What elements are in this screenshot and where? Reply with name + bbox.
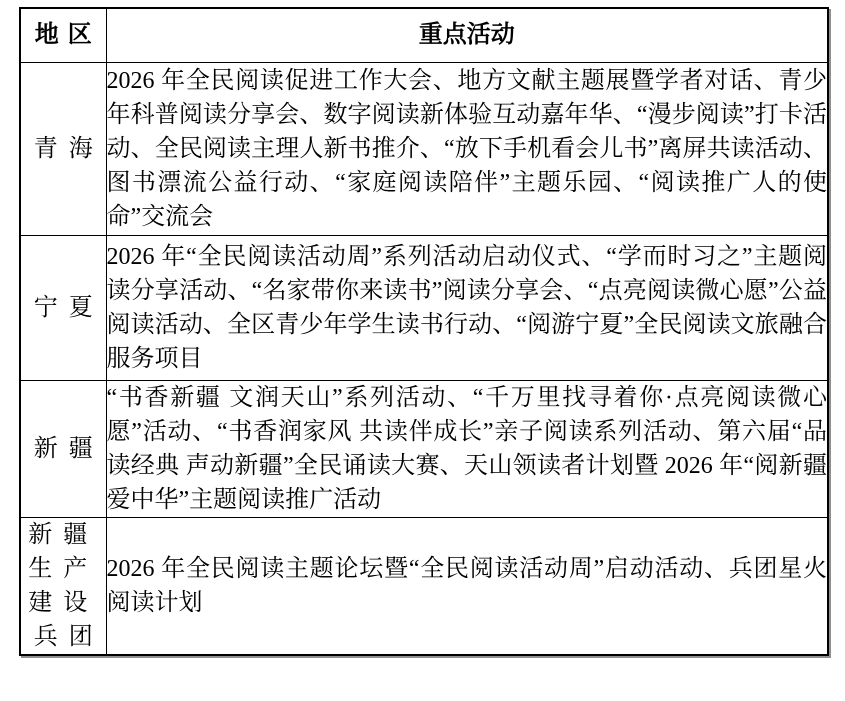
region-label: 新疆生产建设兵团 bbox=[28, 521, 104, 650]
table-row-ningxia bbox=[20, 235, 828, 380]
region-label: 新疆 bbox=[33, 435, 104, 462]
table-row-qinghai bbox=[20, 62, 828, 235]
table-header-row bbox=[20, 8, 828, 62]
activities-cell-xinjiang-bingtuan: 2026 年全民阅读主题论坛暨“全民阅读活动周”启动活动、兵团星火阅读计划 bbox=[106, 517, 828, 655]
region-cell-xinjiang-bingtuan bbox=[20, 517, 106, 655]
region-label: 青海 bbox=[33, 135, 104, 162]
column-header-activities: 重点活动 bbox=[106, 8, 828, 62]
activities-cell-qinghai: 2026 年全民阅读促进工作大会、地方文献主题展暨学者对话、青少年科普阅读分享会、数字阅读新体验互动嘉年华、“漫步阅读”打卡活动、全民阅读主理人新书推介、“放下手机看会儿书”离屏共读活动、图书漂流公益行动、“家庭阅读陪伴”主题乐园、“阅读推广人的使命”交流会 bbox=[106, 62, 828, 235]
region-cell-qinghai bbox=[20, 62, 106, 235]
activities-cell-xinjiang: “书香新疆 文润天山”系列活动、“千万里找寻着你·点亮阅读微心愿”活动、“书香润家风 共读伴成长”亲子阅读系列活动、第六届“品读经典 声动新疆”全民诵读大赛、天山领读者计划暨 2026 年“阅新疆 爱中华”主题阅读推广活动 bbox=[106, 380, 828, 517]
reading-activities-table bbox=[19, 7, 829, 656]
region-cell-xinjiang bbox=[20, 380, 106, 517]
region-label: 宁夏 bbox=[33, 294, 104, 321]
region-cell-ningxia bbox=[20, 235, 106, 380]
table-row-xinjiang-bingtuan bbox=[20, 517, 828, 655]
table-row-xinjiang bbox=[20, 380, 828, 517]
column-header-region: 地区 bbox=[20, 8, 106, 62]
activities-cell-ningxia: 2026 年“全民阅读活动周”系列活动启动仪式、“学而时习之”主题阅读分享活动、“名家带你来读书”阅读分享会、“点亮阅读微心愿”公益阅读活动、全区青少年学生读书行动、“阅游宁夏”全民阅读文旅融合服务项目 bbox=[106, 235, 828, 380]
